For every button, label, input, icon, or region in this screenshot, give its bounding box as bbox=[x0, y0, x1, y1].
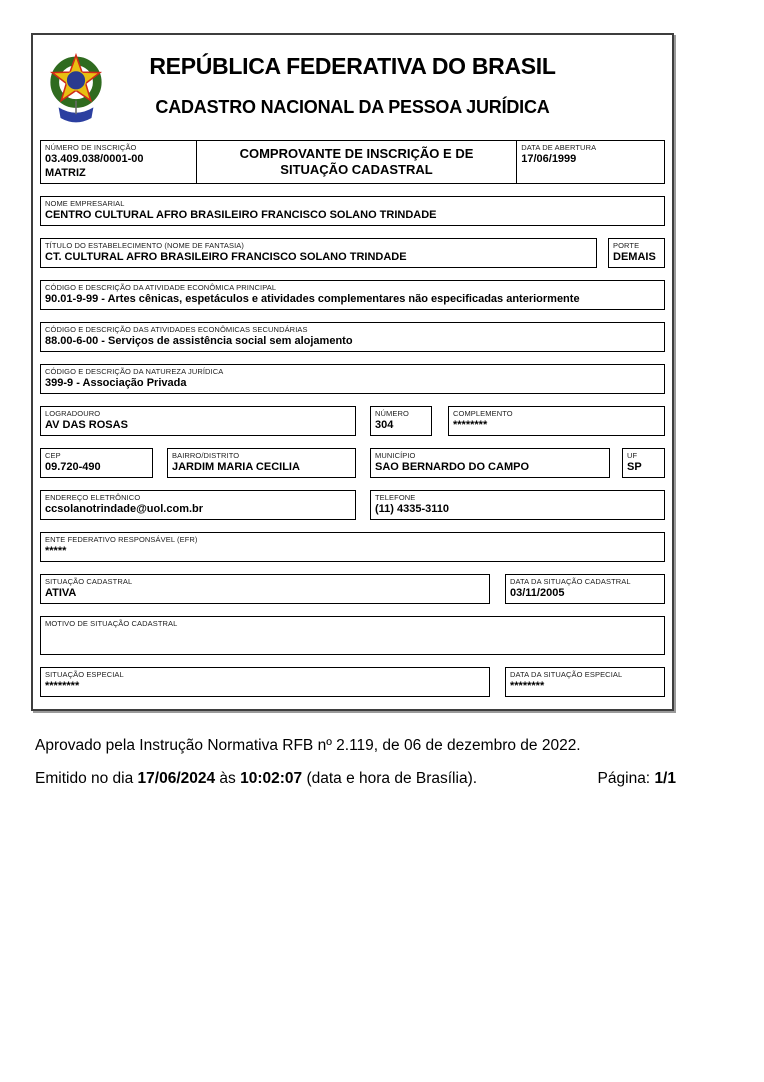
field-value: ccsolanotrindade@uol.com.br bbox=[45, 503, 204, 515]
field-label: PORTE bbox=[613, 241, 640, 250]
field-value: 304 bbox=[375, 419, 394, 431]
row-inscricao bbox=[40, 140, 665, 184]
field-label: ENDEREÇO ELETRÔNICO bbox=[45, 493, 141, 502]
field-value: (11) 4335-3110 bbox=[375, 503, 450, 515]
field-value: 09.720-490 bbox=[45, 461, 101, 473]
field-label: SITUAÇÃO ESPECIAL bbox=[45, 670, 124, 679]
field-cep bbox=[40, 448, 153, 478]
field-label: SITUAÇÃO CADASTRAL bbox=[45, 577, 133, 586]
comprovante-title: COMPROVANTE DE INSCRIÇÃO E DE SITUAÇÃO CADASTRAL bbox=[239, 146, 474, 177]
field-value: JARDIM MARIA CECILIA bbox=[172, 461, 300, 473]
field-titulo-estabelecimento bbox=[40, 238, 597, 268]
field-value: ******** bbox=[510, 680, 545, 692]
page-indicator bbox=[598, 769, 676, 788]
cnpj-certificate-document bbox=[31, 33, 674, 711]
field-motivo-situacao bbox=[40, 616, 665, 655]
row-titulo-porte bbox=[40, 238, 665, 268]
field-label: DATA DA SITUAÇÃO CADASTRAL bbox=[510, 577, 631, 586]
field-label: TELEFONE bbox=[375, 493, 416, 502]
field-value: DEMAIS bbox=[613, 251, 656, 263]
approval-note: Aprovado pela Instrução Normativa RFB nº 2.119, de 06 de dezembro de 2022. bbox=[35, 737, 581, 754]
globe bbox=[66, 71, 85, 90]
comprovante-title-box bbox=[196, 140, 517, 184]
field-value: SAO BERNARDO DO CAMPO bbox=[375, 461, 530, 473]
field-label: DATA DE ABERTURA bbox=[521, 143, 597, 152]
field-label: DATA DA SITUAÇÃO ESPECIAL bbox=[510, 670, 623, 679]
field-label: CEP bbox=[45, 451, 61, 460]
field-value: AV DAS ROSAS bbox=[45, 419, 128, 431]
field-numero-inscricao bbox=[40, 140, 197, 184]
field-nome-empresarial bbox=[40, 196, 665, 226]
field-atividade-principal bbox=[40, 280, 665, 310]
emission-date: 17/06/2024 bbox=[137, 770, 216, 787]
fields-area bbox=[33, 138, 672, 709]
row-natureza-juridica bbox=[40, 364, 665, 394]
field-porte bbox=[608, 238, 665, 268]
field-value: 399-9 - Associação Privada bbox=[45, 377, 187, 389]
field-label: CÓDIGO E DESCRIÇÃO DA ATIVIDADE ECONÔMICA PRINCIPAL bbox=[45, 283, 277, 292]
field-label: COMPLEMENTO bbox=[453, 409, 513, 418]
field-label: MOTIVO DE SITUAÇÃO CADASTRAL bbox=[45, 619, 178, 628]
field-label: LOGRADOURO bbox=[45, 409, 101, 418]
field-label: NÚMERO bbox=[375, 409, 409, 418]
field-situacao-cadastral bbox=[40, 574, 490, 604]
row-atividades-secundarias bbox=[40, 322, 665, 352]
field-data-situacao-especial bbox=[505, 667, 665, 697]
field-label: CÓDIGO E DESCRIÇÃO DAS ATIVIDADES ECONÔMICAS SECUNDÁRIAS bbox=[45, 325, 308, 334]
field-atividades-secundarias bbox=[40, 322, 665, 352]
field-label: UF bbox=[627, 451, 638, 460]
field-natureza-juridica bbox=[40, 364, 665, 394]
field-data-abertura bbox=[516, 140, 665, 184]
emission-mid: às bbox=[215, 770, 241, 787]
field-value: CENTRO CULTURAL AFRO BRASILEIRO FRANCISCO SOLANO TRINDADE bbox=[45, 209, 437, 221]
field-municipio bbox=[370, 448, 610, 478]
field-uf bbox=[622, 448, 665, 478]
field-endereco-eletronico bbox=[40, 490, 356, 520]
field-efr bbox=[40, 532, 665, 562]
field-label: ENTE FEDERATIVO RESPONSÁVEL (EFR) bbox=[45, 535, 198, 544]
field-value: ******** bbox=[45, 680, 80, 692]
emission-text bbox=[35, 769, 477, 788]
field-value: 17/06/1999 bbox=[521, 153, 577, 165]
sword bbox=[75, 101, 77, 115]
field-situacao-especial bbox=[40, 667, 490, 697]
field-value: 03/11/2005 bbox=[510, 587, 565, 599]
row-atividade-principal bbox=[40, 280, 665, 310]
row-situacao-cadastral bbox=[40, 574, 665, 604]
field-value: 88.00-6-00 - Serviços de assistência social sem alojamento bbox=[45, 335, 353, 347]
field-value: 03.409.038/0001-00 bbox=[45, 153, 144, 165]
field-value: ***** bbox=[45, 545, 67, 557]
field-numero bbox=[370, 406, 432, 436]
field-label: NÚMERO DE INSCRIÇÃO bbox=[45, 143, 137, 152]
field-value: 90.01-9-99 - Artes cênicas, espetáculos e atividades complementares não especificadas anteriormente bbox=[45, 293, 580, 305]
page-label: Página: bbox=[597, 770, 655, 787]
field-data-situacao-cadastral bbox=[505, 574, 665, 604]
row-nome-empresarial bbox=[40, 196, 665, 226]
field-value: CT. CULTURAL AFRO BRASILEIRO FRANCISCO SOLANO TRINDADE bbox=[45, 251, 407, 263]
field-label: BAIRRO/DISTRITO bbox=[172, 451, 240, 460]
field-value: ATIVA bbox=[45, 587, 77, 599]
document-footer bbox=[35, 736, 676, 788]
row-endereco-1 bbox=[40, 406, 665, 436]
emission-line bbox=[35, 769, 676, 788]
field-label: NOME EMPRESARIAL bbox=[45, 199, 125, 208]
emission-prefix: Emitido no dia bbox=[35, 770, 138, 787]
field-complemento bbox=[448, 406, 665, 436]
field-label: CÓDIGO E DESCRIÇÃO DA NATUREZA JURÍDICA bbox=[45, 367, 224, 376]
field-value-matriz: MATRIZ bbox=[45, 167, 86, 179]
row-situacao-especial bbox=[40, 667, 665, 697]
field-logradouro bbox=[40, 406, 356, 436]
brazil-coat-of-arms-icon bbox=[47, 53, 105, 127]
cnpj-title: CADASTRO NACIONAL DA PESSOA JURÍDICA bbox=[155, 97, 550, 117]
field-telefone bbox=[370, 490, 665, 520]
republic-title: REPÚBLICA FEDERATIVA DO BRASIL bbox=[149, 53, 556, 79]
row-contato bbox=[40, 490, 665, 520]
field-value: ******** bbox=[453, 419, 488, 431]
field-label: TÍTULO DO ESTABELECIMENTO (NOME DE FANTASIA) bbox=[45, 241, 245, 250]
document-header bbox=[33, 35, 672, 138]
row-endereco-2 bbox=[40, 448, 665, 478]
emission-suffix: (data e hora de Brasília). bbox=[302, 770, 478, 787]
field-value: SP bbox=[627, 461, 642, 473]
row-efr bbox=[40, 532, 665, 562]
page-value: 1/1 bbox=[654, 770, 676, 787]
field-bairro-distrito bbox=[167, 448, 356, 478]
row-motivo bbox=[40, 616, 665, 655]
emission-time: 10:02:07 bbox=[240, 770, 303, 787]
field-label: MUNICÍPIO bbox=[375, 451, 416, 460]
